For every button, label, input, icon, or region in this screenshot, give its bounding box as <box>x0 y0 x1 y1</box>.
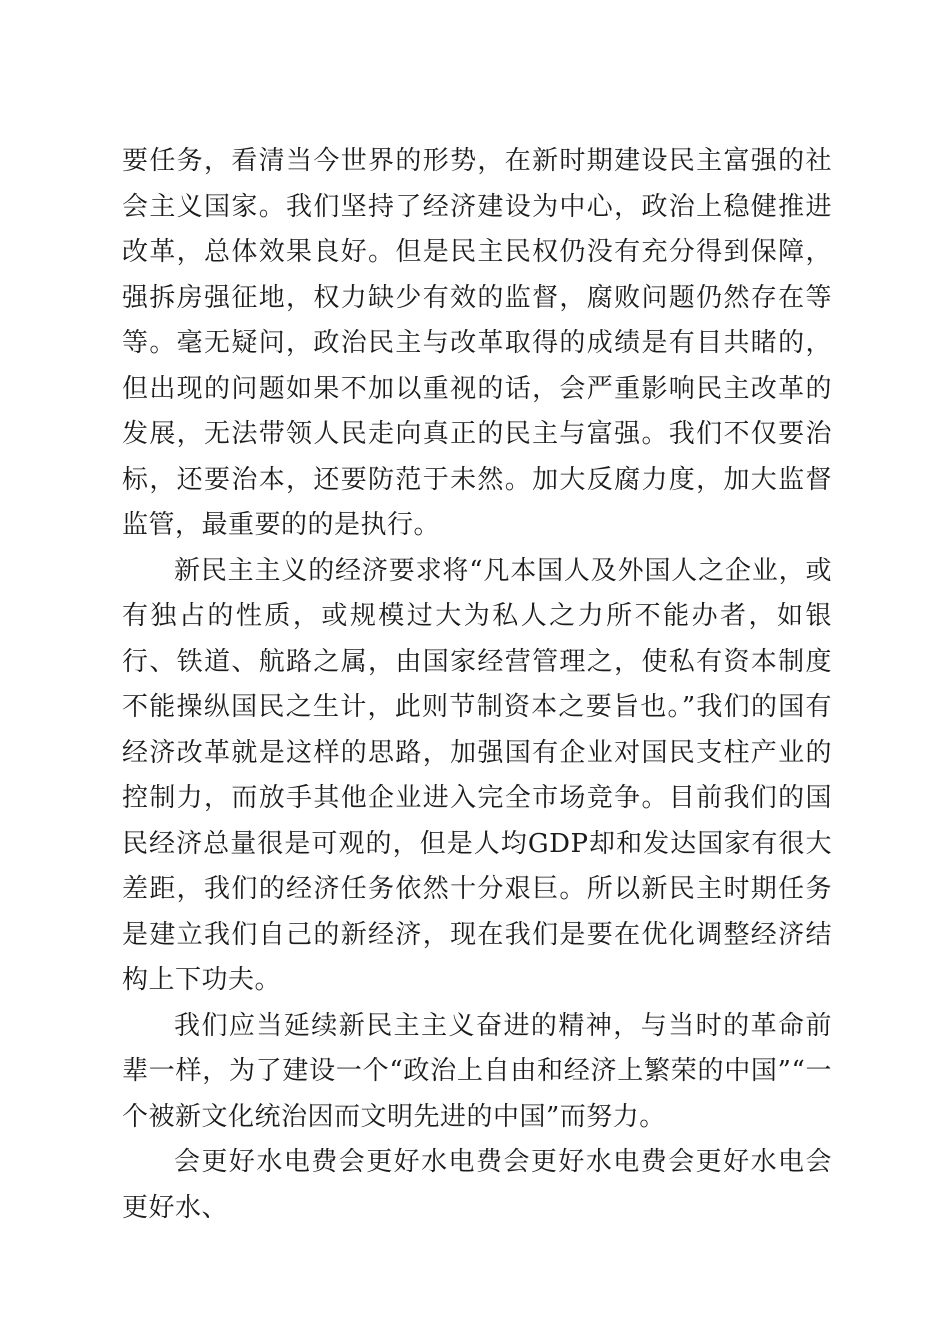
paragraph-new-democracy-economy: 新民主主义的经济要求将“凡本国人及外国人之企业，或有独占的性质，或规模过大为私人之力所不能办者，如银行、铁道、航路之属，由国家经营管理之，使私有资本制度不能操纵国民之生计，此则节制资本之要旨也。”我们的国有经济改革就是这样的思路，加强国有企业对国民支柱产业的控制力，而放手其他企业进入完全市场竞争。目前我们的国民经济总量很是可观的，但是人均GDP却和发达国家有很大差距，我们的经济任务依然十分艰巨。所以新民主时期任务是建立我们自己的新经济，现在我们是要在优化调整经济结构上下功夫。 <box>122 555 832 995</box>
document-body <box>122 139 832 1231</box>
paragraph-continued: 要任务，看清当今世界的形势，在新时期建设民主富强的社会主义国家。我们坚持了经济建设为中心，政治上稳健推进改革，总体效果良好。但是民主民权仍没有充分得到保障，强拆房强征地，权力缺少有效的监督，腐败问题仍然存在等等。毫无疑问，政治民主与改革取得的成绩是有目共睹的，但出现的问题如果不加以重视的话，会严重影响民主改革的发展，无法带领人民走向真正的民主与富强。我们不仅要治标，还要治本，还要防范于未然。加大反腐力度，加大监督监管，最重要的的是执行。 <box>122 146 832 540</box>
paragraph-spirit: 我们应当延续新民主主义奋进的精神，与当时的革命前辈一样，为了建设一个“政治上自由和经济上繁荣的中国”“一个被新文化统治因而文明先进的中国”而努力。 <box>122 1010 832 1132</box>
paragraph-filler: 会更好水电费会更好水电费会更好水电费会更好水电会更好水、 <box>122 1147 832 1223</box>
